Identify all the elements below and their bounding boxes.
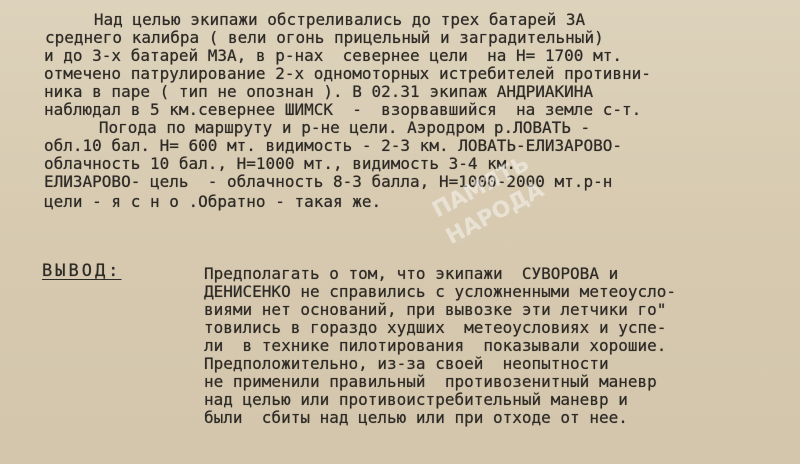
report-line-11: цели - я с н о .Обратно - такая же. xyxy=(44,192,382,211)
report-line-2: среднего калибра ( вели огонь прицельный и заградительный) xyxy=(45,28,604,47)
conclusion-line-1: Предполагать о том, что экипажи СУВОРОВА и xyxy=(204,264,619,283)
conclusion-line-4: товились в гораздо худших метеоусловиях и успе- xyxy=(204,318,667,337)
conclusion-heading: ВЫВОД: xyxy=(42,261,122,281)
report-line-7: Погода по маршруту и р-не цели. Аэродром р.ЛОВАТЬ - xyxy=(70,118,591,137)
report-line-5: ника в паре ( тип не опознан ). В 02.31 экипаж АНДРИАКИНА xyxy=(44,82,594,101)
conclusion-line-7: не применили правильный противозенитный маневр xyxy=(204,372,657,391)
report-line-1: Над целью экипажи обстреливались до трех батарей ЗА xyxy=(65,10,586,29)
archive-watermark: ПАМЯТЬ НАРОДА xyxy=(428,151,549,250)
report-line-4: отмечено патрулирование 2-х одномоторных истребителей противни- xyxy=(44,64,651,83)
report-line-9: облачность 10 бал., Н=1000 мт., видимость 3-4 км. xyxy=(44,154,517,173)
report-line-3: и до 3-х батарей МЗА, в р-нах севернее цели на Н= 1700 мт. xyxy=(44,46,622,65)
conclusion-line-6: Предположительно, из-за своей неопытности xyxy=(204,354,609,373)
report-line-8: обл.10 бал. Н= 600 мт. видимость - 2-3 км. ЛОВАТЬ-ЕЛИЗАРОВО- xyxy=(44,136,622,155)
conclusion-line-5: ли в технике пилотирования показывали хорошие. xyxy=(204,336,667,355)
conclusion-line-8: над целью или противоистребительный маневр и xyxy=(204,390,628,409)
report-line-6: наблюдал в 5 км.севернее ШИМСК - взорвавшийся на земле с-т. xyxy=(44,100,642,119)
report-line-10: ЕЛИЗАРОВО- цель - облачность 8-3 балла, Н=1000-2000 мт.р-н xyxy=(44,172,613,191)
conclusion-line-9: были сбиты над целью или при отходе от нее. xyxy=(204,408,628,427)
conclusion-line-2: ДЕНИСЕНКО не справились с усложненными метеоусло- xyxy=(204,282,677,301)
conclusion-line-3: виями нет оснований, при вывозке эти летчики го" xyxy=(204,300,667,319)
